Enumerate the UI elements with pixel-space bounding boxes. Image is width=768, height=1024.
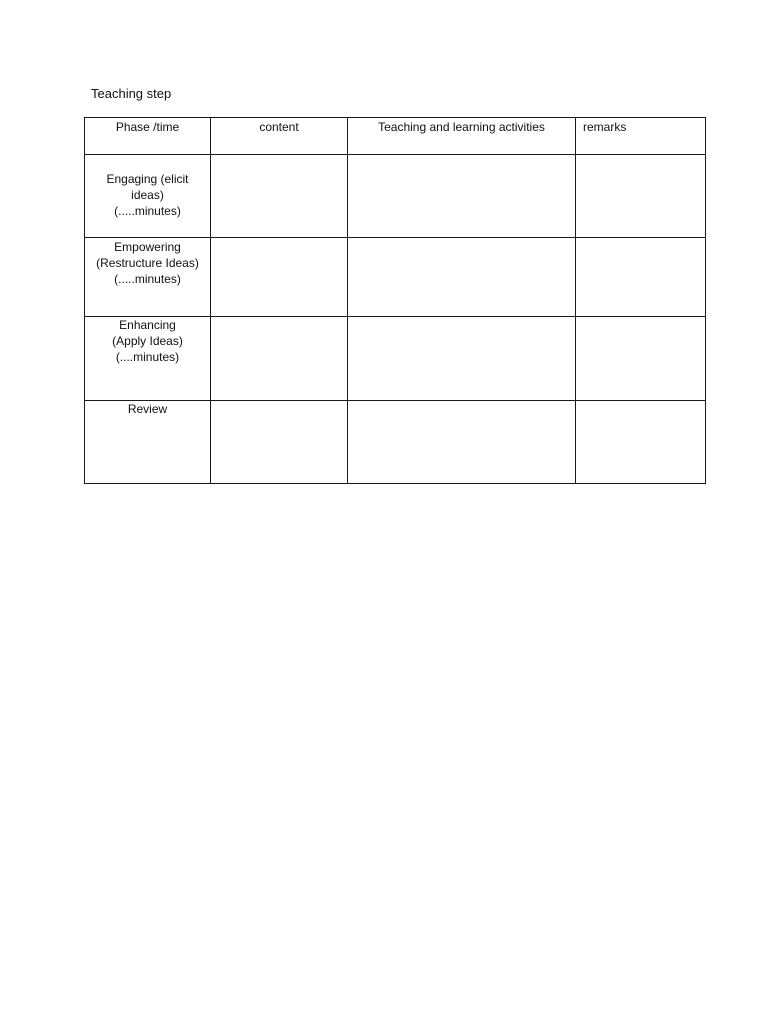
phase-cell-review	[85, 401, 211, 484]
phase-cell-enhancing	[85, 317, 211, 401]
phase-line: Engaging (elicit	[106, 172, 189, 186]
table-header-row	[85, 118, 706, 155]
activities-cell[interactable]	[348, 317, 576, 401]
page-title: Teaching step	[91, 86, 172, 101]
activities-cell[interactable]	[348, 401, 576, 484]
remarks-cell[interactable]	[576, 401, 706, 484]
header-content: content	[211, 118, 348, 155]
table-row-engaging	[85, 155, 706, 238]
phase-line: (Apply Ideas)	[112, 334, 183, 348]
activities-cell[interactable]	[348, 238, 576, 317]
content-cell[interactable]	[211, 317, 348, 401]
phase-cell-empowering	[85, 238, 211, 317]
remarks-cell[interactable]	[576, 238, 706, 317]
content-cell[interactable]	[211, 238, 348, 317]
phase-line: ideas)	[131, 188, 164, 202]
teaching-steps-table	[84, 117, 706, 484]
content-cell[interactable]	[211, 155, 348, 238]
phase-line: (.....minutes)	[114, 204, 181, 218]
content-cell[interactable]	[211, 401, 348, 484]
header-phase-time: Phase /time	[85, 118, 211, 155]
phase-line: (.....minutes)	[114, 272, 181, 286]
table-row-enhancing	[85, 317, 706, 401]
phase-line: (....minutes)	[115, 350, 180, 364]
phase-cell-engaging	[85, 155, 211, 238]
table-row-review	[85, 401, 706, 484]
header-remarks: remarks	[576, 118, 706, 155]
activities-cell[interactable]	[348, 155, 576, 238]
remarks-cell[interactable]	[576, 317, 706, 401]
phase-line: Enhancing	[119, 318, 176, 332]
phase-line: (Restructure Ideas)	[96, 256, 199, 270]
phase-line: Review	[127, 402, 168, 416]
remarks-cell[interactable]	[576, 155, 706, 238]
header-teaching-learning-activities: Teaching and learning activities	[348, 118, 576, 155]
phase-line: Empowering	[114, 240, 181, 254]
table-row-empowering	[85, 238, 706, 317]
